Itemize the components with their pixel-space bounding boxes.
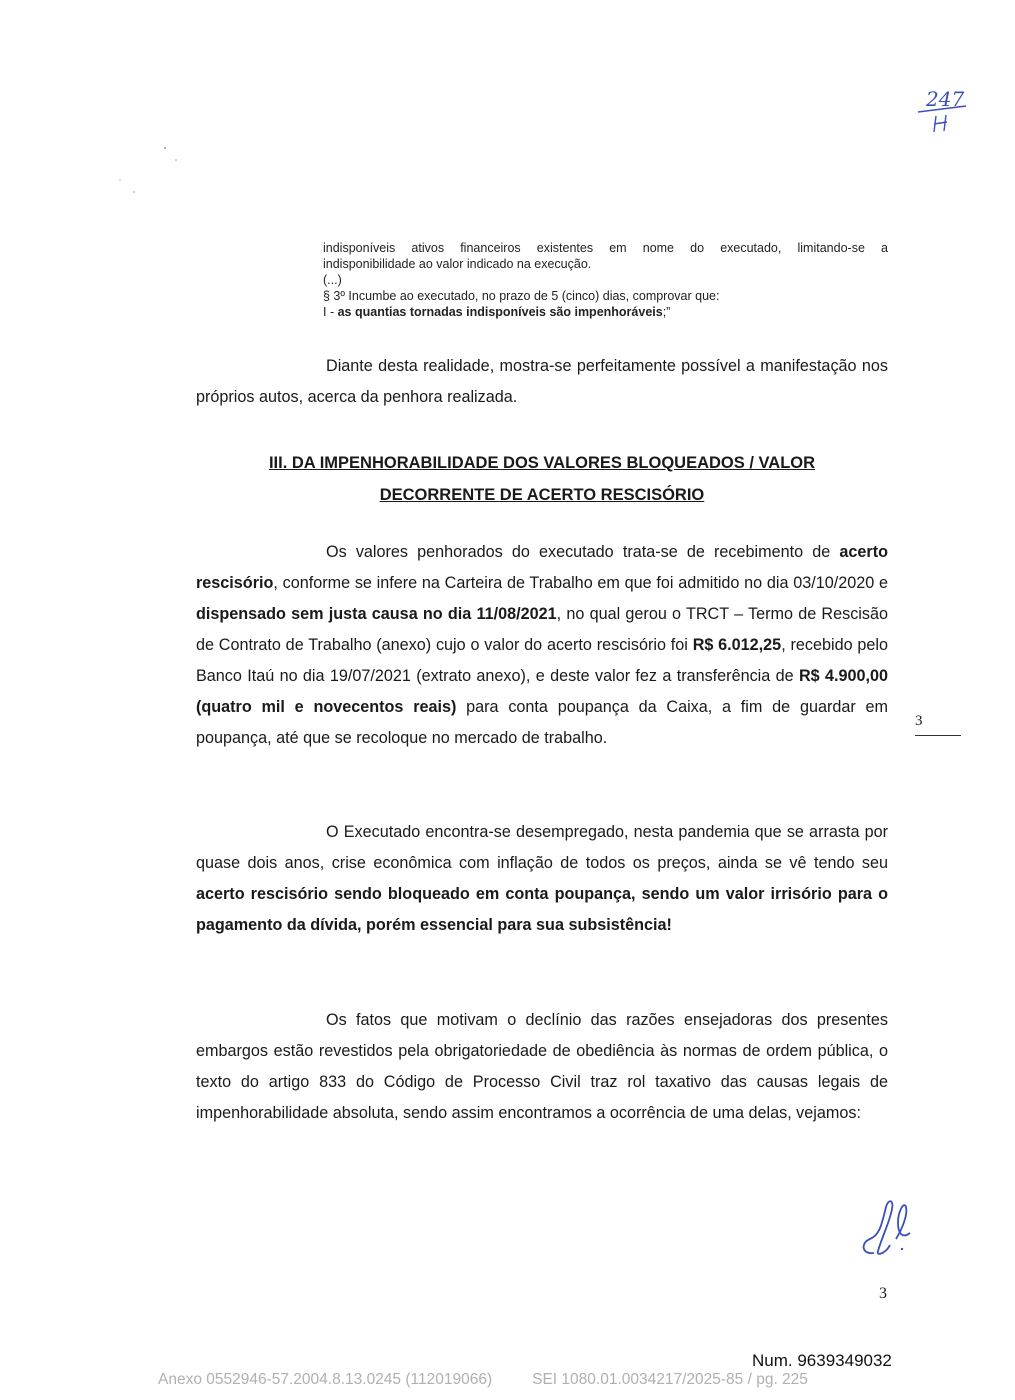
paragraph-2-bold-4: R$ 4.900,00 (quatro mil e novecentos reais) [196,667,888,716]
quote-line-5-bold: as quantias tornadas indisponíveis são impenhoráveis [337,305,663,319]
paragraph-2-text-4: , recebido pelo Banco Itaú no dia 19/07/2021 (extrato anexo), e deste valor fez a transferência de [196,636,888,685]
paragraph-2 [196,537,888,754]
paragraph-2-text-3: , no qual gerou o TRCT – Termo de Rescisão de Contrato de Trabalho (anexo) cujo o valor do acerto rescisório foi [196,605,888,654]
handwritten-initials [852,1193,922,1263]
quote-line-5 [323,304,888,320]
margin-rule [915,735,961,736]
paragraph-4 [196,1005,888,1129]
quote-line-4: § 3º Incumbe ao executado, no prazo de 5 (cinco) dias, comprovar que: [323,289,720,303]
quote-line-2: indisponibilidade ao valor indicado na execução. [323,257,592,271]
footer [158,1371,878,1389]
section-heading-line-2: DECORRENTE DE ACERTO RESCISÓRIO [379,486,705,504]
quote-line-5-suffix: ;” [662,305,671,319]
legal-quote [323,240,888,320]
quote-line-3: (...) [323,273,342,287]
footer-sei-ref: SEI 1080.01.0034217/2025-85 / pg. 225 [532,1371,808,1388]
paragraph-2-text-1: Os valores penhorados do executado trata-se de recebimento de [326,543,840,561]
paragraph-2-bold-1: acerto rescisório [196,543,888,592]
paragraph-3-text-1: O Executado encontra-se desempregado, nesta pandemia que se arrasta por quase dois anos, crise econômica com inflação de todos os preços, ainda se vê tendo seu [196,823,888,872]
page-number: 3 [879,1285,887,1302]
paragraph-3 [196,817,888,941]
paragraph-2-bold-3: R$ 6.012,25 [692,636,782,654]
quote-line-5-prefix: I - [323,305,338,319]
paragraph-2-text-2: , conforme se infere na Carteira de Trabalho em que foi admitido no dia 03/10/2020 e [273,574,888,592]
footer-annex-ref: Anexo 0552946-57.2004.8.13.0245 (112019066) [158,1371,493,1388]
paragraph-1-text: Diante desta realidade, mostra-se perfeitamente possível a manifestação nos próprios autos, acerca da penhora realizada. [196,357,888,406]
paragraph-2-text-5: para conta poupança da Caixa, a fim de guardar em poupança, até que se recoloque no mercado de trabalho. [196,698,888,747]
paragraph-3-bold-1: acerto rescisório sendo bloqueado em conta poupança, sendo um valor irrisório para o pagamento da dívida, porém essencial para sua subsistência! [196,885,888,934]
handwritten-folio-stamp [912,82,972,138]
margin-page-number: 3 [915,713,923,729]
quote-line-1: indisponíveis ativos financeiros existentes em nome do executado, limitando-se a [323,241,888,255]
paragraph-1 [196,351,888,413]
section-heading-line-1: III. DA IMPENHORABILIDADE DOS VALORES BLOQUEADOS / VALOR [268,454,816,472]
paragraph-2-bold-2: dispensado sem justa causa no dia 11/08/2021 [196,605,557,623]
section-heading [196,447,888,511]
document-num-label: Num. 9639349032 [752,1351,892,1370]
scan-specks [110,140,180,200]
paragraph-4-text: Os fatos que motivam o declínio das razões ensejadoras dos presentes embargos estão revestidos pela obrigatoriedade de obediência às normas de ordem pública, o texto do artigo 833 do Código de Processo Civil traz rol taxativo das causas legais de impenhorabilidade absoluta, sendo assim encontramos a ocorrência de uma delas, vejamos: [196,1011,888,1122]
svg-text:247: 247 [926,87,965,111]
